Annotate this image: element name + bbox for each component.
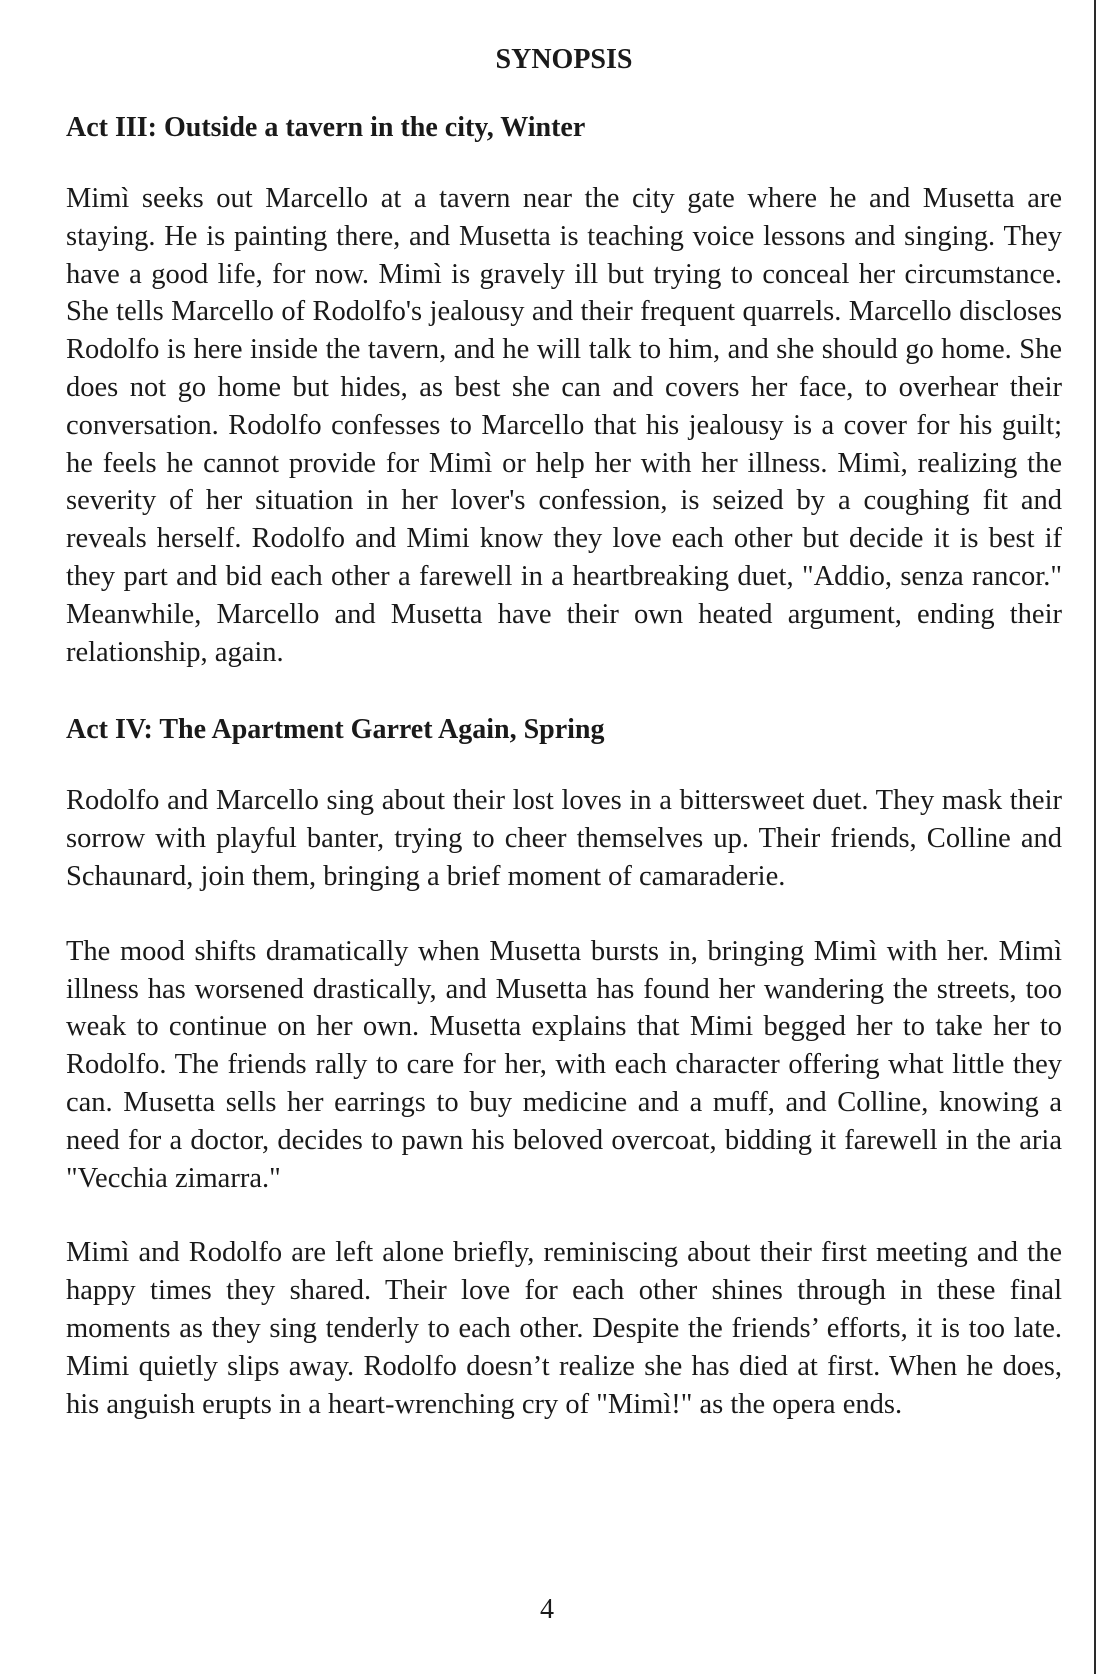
page-number: 4 xyxy=(540,1594,554,1625)
page-title: SYNOPSIS xyxy=(495,44,633,75)
act-iv-paragraph-3: Mimì and Rodolfo are left alone briefly, reminiscing about their first meeting and the happy times they shared. Their love for each other shines through in these final moments as they sing tenderly to each other. Despite the friends’ efforts, it is too late. Mimi quietly slips away. Rodolfo doesn’t realize she has died at first. When he does, his anguish erupts in a heart-wrenching cry of "Mimì!" as the opera ends. xyxy=(66,1237,1062,1420)
act-iv-paragraph-2: The mood shifts dramatically when Musetta bursts in, bringing Mimì with her. Mimì illness has worsened drastically, and Musetta has found her wandering the streets, too weak to continue on her own. Musetta explains that Mimi begged her to take her to Rodolfo. The friends rally to care for her, with each character offering what little they can. Musetta sells her earrings to buy medicine and a muff, and Colline, knowing a need for a doctor, decides to pawn his beloved overcoat, bidding it farewell in the aria "Vecchia zimarra." xyxy=(66,935,1062,1194)
act-iv-paragraph-1: Rodolfo and Marcello sing about their lost loves in a bittersweet duet. They mask their sorrow with playful banter, trying to cheer themselves up. Their friends, Colline and Schaunard, join them, bringing a brief moment of camaraderie. xyxy=(66,785,1062,892)
act-iii-heading: Act III: Outside a tavern in the city, Winter xyxy=(66,112,586,143)
act-iv-heading: Act IV: The Apartment Garret Again, Spring xyxy=(66,714,605,746)
page-content xyxy=(66,38,1062,1460)
act-iii-paragraph-1: Mimì seeks out Marcello at a tavern near the city gate where he and Musetta are staying. He is painting there, and Musetta is teaching voice lessons and singing. They have a good life, for now. Mimì is gravely ill but trying to conceal her circumstance. She tells Marcello of Rodolfo's jealousy and their frequent quarrels. Marcello discloses Rodolfo is here inside the tavern, and he will talk to him, and she should go home. She does not go home but hides, as best she can and covers her face, to overhear their conversation. Rodolfo confesses to Marcello that his jealousy is a cover for his guilt; he feels he cannot provide for Mimì or help her with her illness. Mimì, realizing the severity of her situation in her lover's confession, is seized by a coughing fit and reveals herself. Rodolfo and Mimi know they love each other but decide it is best if they part and bid each other a farewell in a heartbreaking duet, "Addio, senza rancor." Meanwhile, Marcello and Musetta have their own heated argument, ending their relationship, again. xyxy=(66,183,1062,668)
page-edge-divider xyxy=(1094,0,1102,1674)
